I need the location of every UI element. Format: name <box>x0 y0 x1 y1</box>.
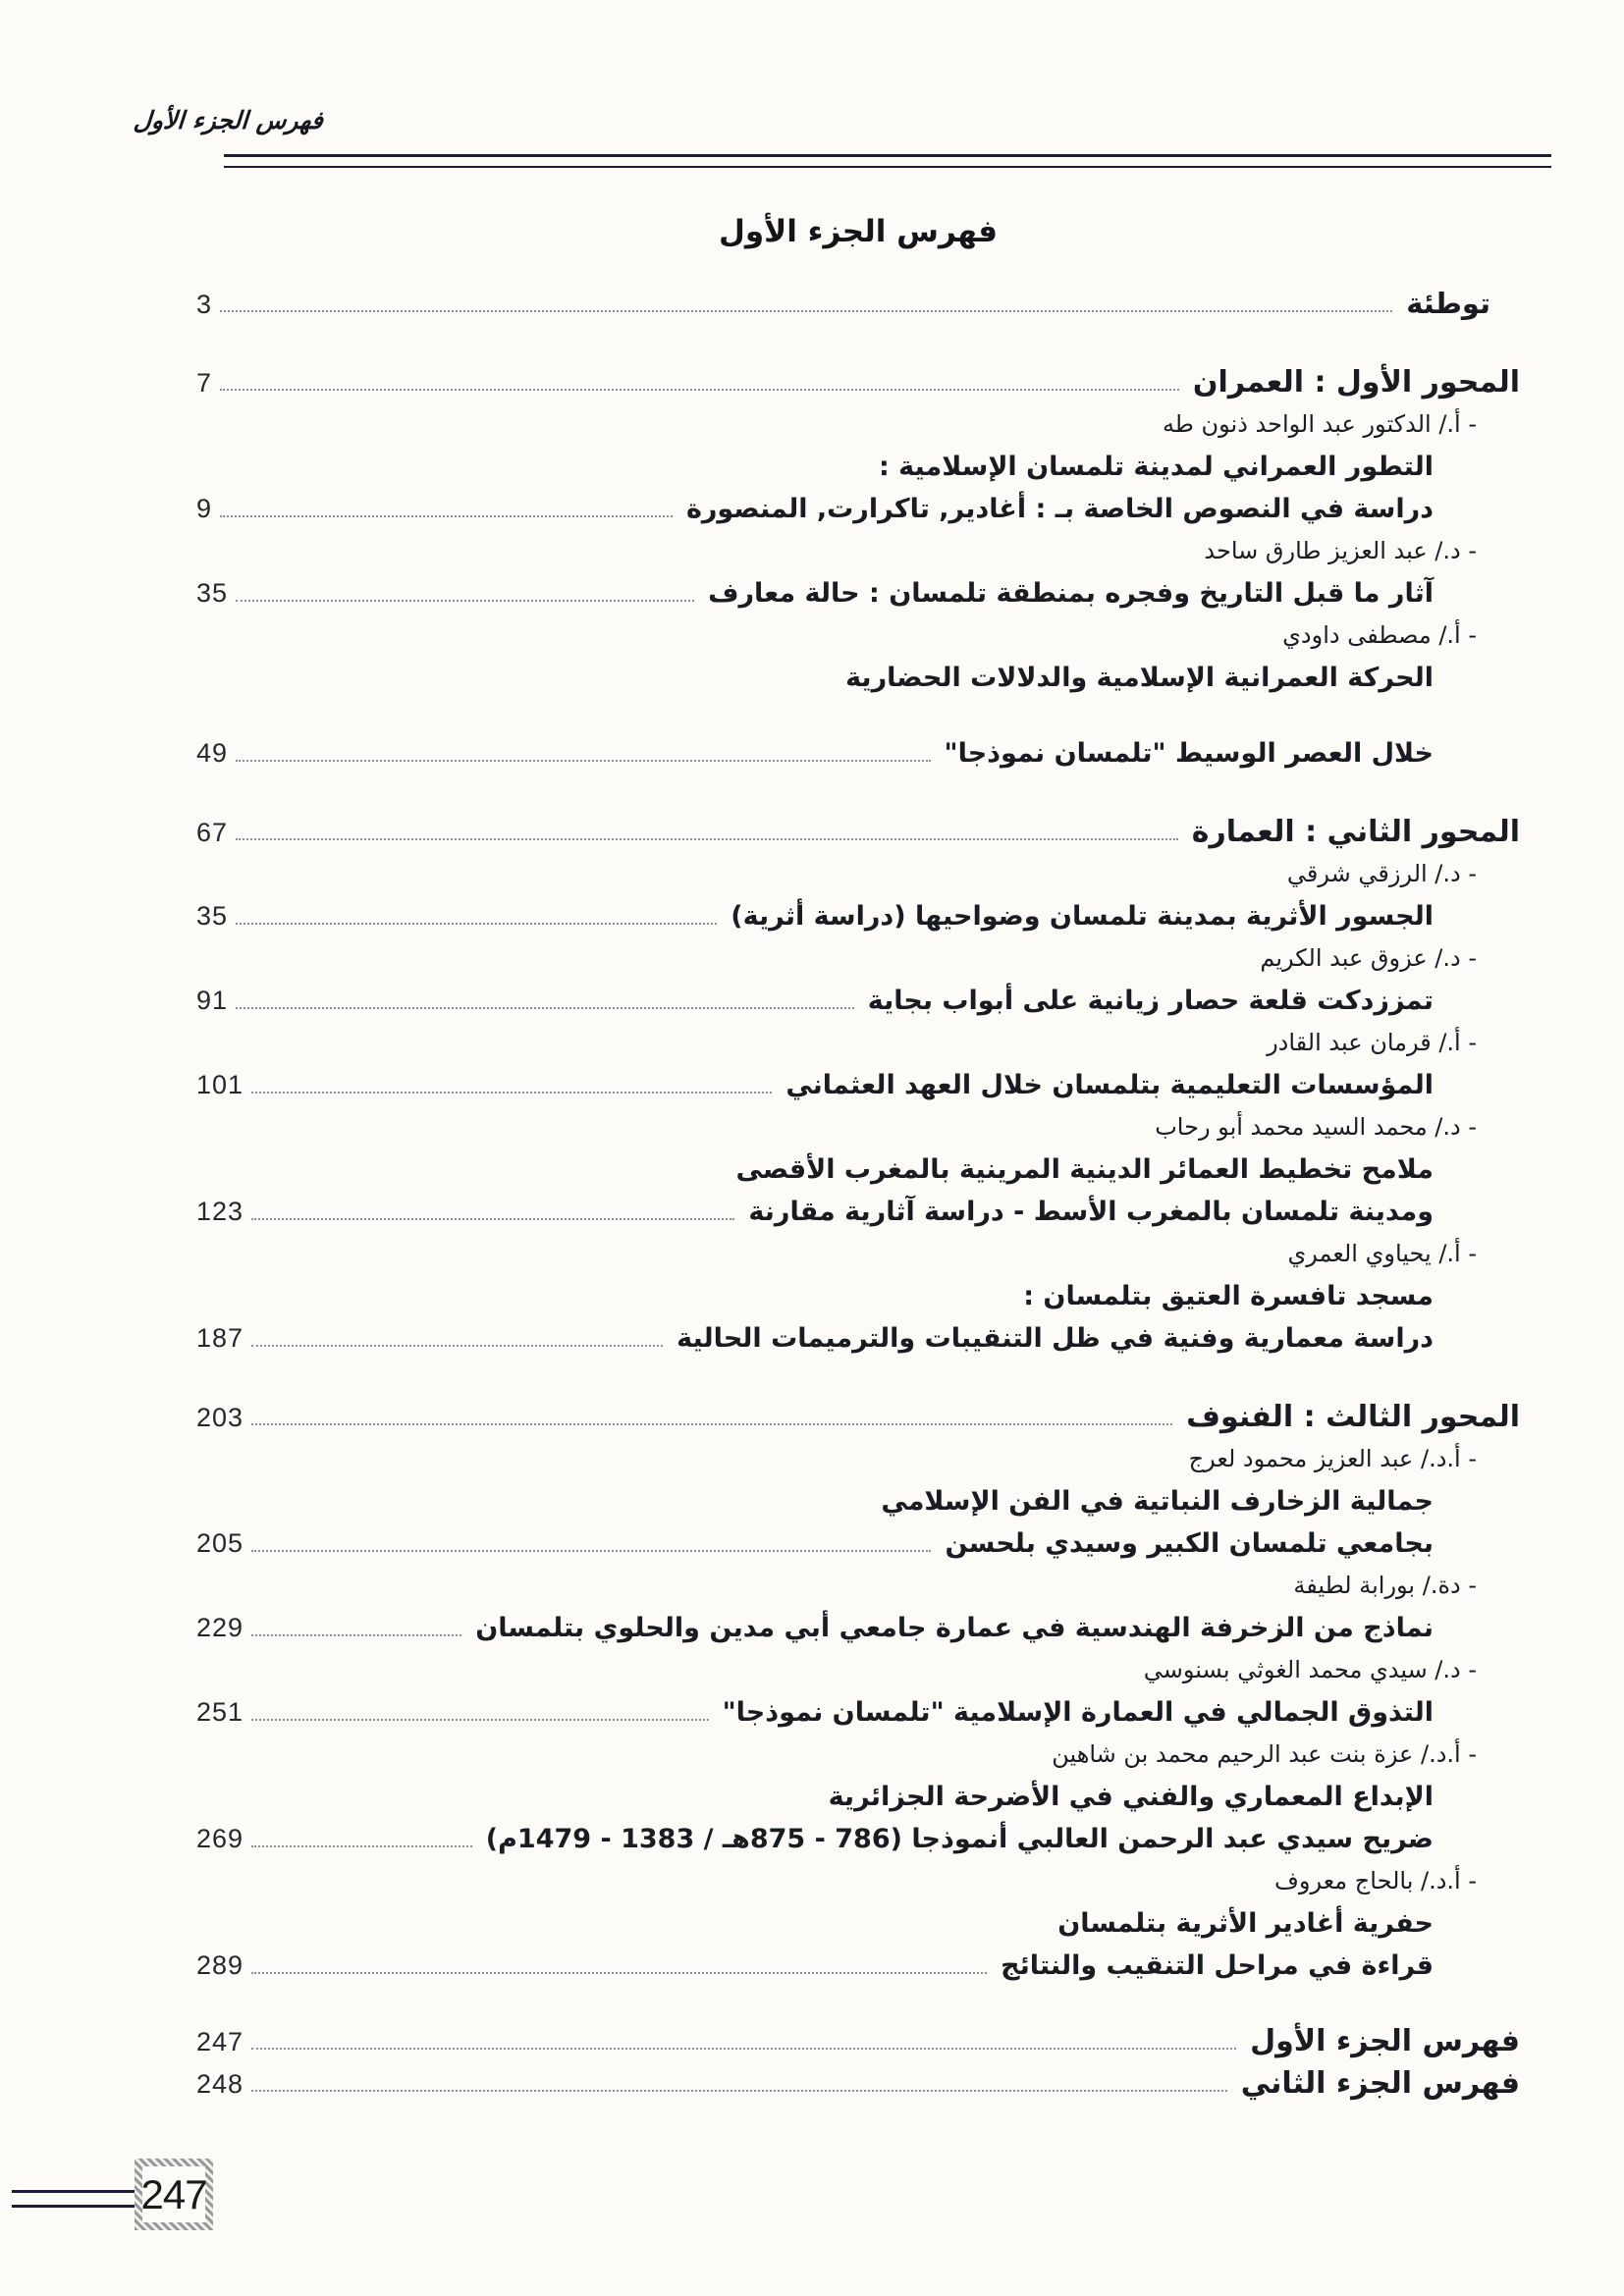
dot-leader <box>251 1345 663 1347</box>
toc-page-number: 35 <box>196 901 229 931</box>
toc-row <box>196 488 1520 530</box>
toc-row <box>196 2062 1520 2105</box>
toc-row <box>196 895 1520 937</box>
dot-leader <box>220 389 1179 391</box>
toc-row <box>196 937 1520 980</box>
toc-entry-text: - أ./ قرمان عبد القادر <box>1267 1029 1477 1056</box>
toc-page-number: 49 <box>196 738 229 768</box>
toc-entry-text: آثار ما قبل التاريخ وفجره بمنطقة تلمسان : حالة معارف <box>708 578 1434 609</box>
toc-page-number: 101 <box>196 1070 244 1099</box>
toc-page-number: 269 <box>196 1824 244 1853</box>
dot-leader <box>251 1845 472 1847</box>
toc-page-number: 35 <box>196 578 229 608</box>
toc-page-number: 91 <box>196 986 229 1015</box>
dot-leader <box>251 2048 1236 2050</box>
dot-leader <box>251 1423 1172 1425</box>
dot-leader <box>236 923 717 925</box>
toc-row <box>196 1565 1520 1607</box>
toc-entry-text: - د./ سيدي محمد الغوثي بسنوسي <box>1143 1656 1477 1683</box>
toc-entry-text: المحور الثاني : العمارة <box>1191 815 1520 849</box>
toc-entry-text: المحور الثالث : الفنوف <box>1186 1400 1520 1434</box>
toc-entry-text: المحور الأول : العمران <box>1192 365 1520 400</box>
toc-row <box>196 1776 1520 1818</box>
toc-entry-text: - دة./ بورابة لطيفة <box>1293 1572 1477 1599</box>
toc-entry-text: التذوق الجمالي في العمارة الإسلامية "تلمسان نموذجا" <box>722 1697 1434 1728</box>
toc-page-number: 3 <box>196 290 213 319</box>
toc-row <box>196 1649 1520 1691</box>
toc-row <box>196 853 1520 895</box>
dot-leader <box>236 760 930 762</box>
toc-entry-text: ضريح سيدي عبد الرحمن العالبي أنموذجا (786 - 875هـ / 1383 - 1479م) <box>485 1824 1434 1854</box>
toc-row <box>196 572 1520 614</box>
running-head-title: فهرس الجزء الأول <box>132 106 324 134</box>
toc-row <box>196 283 1520 325</box>
toc-row <box>196 1734 1520 1776</box>
dot-leader <box>236 838 1178 840</box>
toc-entry-text: - أ.د./ عزة بنت عبد الرحيم محمد بن شاهين <box>1052 1740 1477 1768</box>
toc-row <box>196 1106 1520 1148</box>
dot-leader <box>220 310 1392 312</box>
toc-row <box>196 1191 1520 1233</box>
dot-leader <box>251 2090 1227 2092</box>
toc-row <box>196 1317 1520 1360</box>
folio-page-number: 247 <box>140 2170 207 2217</box>
toc-entry-text: - أ./ الدكتور عبد الواحد ذنون طه <box>1162 410 1477 438</box>
toc-entry-text: حفرية أغادير الأثرية بتلمسان <box>1057 1908 1434 1939</box>
dot-leader <box>251 1634 461 1636</box>
toc-entry-text: ومدينة تلمسان بالمغرب الأسط - دراسة آثارية مقارنة <box>748 1197 1434 1227</box>
toc-list <box>196 283 1520 2105</box>
toc-row <box>196 1607 1520 1649</box>
toc-entry-text: - أ./ مصطفى داودي <box>1282 621 1477 649</box>
toc-entry-text: دراسة في النصوص الخاصة بـ : أغادير, تاكرارت, المنصورة <box>685 494 1434 524</box>
toc-entry-text: دراسة معمارية وفنية في ظل التنقيبات والترميمات الحالية <box>677 1323 1434 1354</box>
toc-page-number: 251 <box>196 1697 244 1727</box>
footer-rule <box>12 2190 135 2208</box>
toc-page-number: 248 <box>196 2069 244 2099</box>
toc-row <box>196 1022 1520 1064</box>
dot-leader <box>236 1007 854 1009</box>
dot-leader <box>220 515 673 517</box>
dot-leader <box>251 1092 772 1094</box>
folio-box <box>135 2159 213 2230</box>
toc-row <box>196 1275 1520 1317</box>
toc-row <box>196 1818 1520 1860</box>
toc-entry-text: خلال العصر الوسيط "تلمسان نموذجا" <box>944 738 1434 769</box>
dot-leader <box>251 1218 734 1220</box>
toc-row <box>196 1860 1520 1902</box>
toc-row <box>196 980 1520 1022</box>
toc-entry-text: المؤسسات التعليمية بتلمسان خلال العهد العثماني <box>785 1070 1434 1100</box>
toc-entry-text: - د./ الرزقي شرقي <box>1286 860 1477 887</box>
toc-row <box>196 1396 1520 1438</box>
toc-row <box>196 1691 1520 1734</box>
toc-page-number: 7 <box>196 368 213 398</box>
toc-entry-text: - أ.د./ عبد العزيز محمود لعرج <box>1188 1445 1477 1472</box>
toc-page-number: 9 <box>196 494 213 523</box>
toc-page-number: 67 <box>196 818 229 847</box>
toc-row <box>196 1522 1520 1565</box>
toc-row <box>196 1438 1520 1480</box>
toc-page-number: 205 <box>196 1528 244 1558</box>
dot-leader <box>251 1972 987 1974</box>
dot-leader <box>251 1550 931 1552</box>
toc-row <box>196 1064 1520 1106</box>
folio-box-inner <box>142 2166 205 2222</box>
toc-row <box>196 1902 1520 1945</box>
toc-entry-text: جمالية الزخارف النباتية في الفن الإسلامي <box>881 1486 1434 1517</box>
toc-entry-text: ملامح تخطيط العمائر الدينية المرينية بالمغرب الأقصى <box>735 1154 1434 1185</box>
toc-row <box>196 657 1520 699</box>
dot-leader <box>251 1719 709 1721</box>
toc-row <box>196 530 1520 572</box>
toc-entry-text: - أ./ يحياوي العمري <box>1287 1240 1477 1267</box>
toc-row <box>196 1148 1520 1191</box>
toc-page-number: 229 <box>196 1613 244 1642</box>
toc-content <box>196 214 1520 2105</box>
toc-entry-text: فهرس الجزء الثاني <box>1240 2066 1520 2101</box>
toc-entry-text: الإبداع المعماري والفني في الأضرحة الجزائرية <box>828 1782 1434 1812</box>
toc-entry-text: مسجد تافسرة العتيق بتلمسان : <box>1023 1281 1434 1311</box>
toc-entry-text: - د./ محمد السيد محمد أبو رحاب <box>1155 1113 1477 1141</box>
toc-page-number: 187 <box>196 1323 244 1353</box>
toc-row <box>196 446 1520 488</box>
toc-entry-text: تمززدكت قلعة حصار زيانية على أبواب بجاية <box>867 986 1434 1016</box>
toc-page-number: 247 <box>196 2027 244 2056</box>
toc-row <box>196 614 1520 657</box>
toc-entry-text: توطئة <box>1406 287 1490 320</box>
toc-row <box>196 732 1520 774</box>
toc-row <box>196 1480 1520 1522</box>
toc-page-number: 203 <box>196 1403 244 1432</box>
toc-row <box>196 1945 1520 1987</box>
toc-page-number: 123 <box>196 1197 244 1226</box>
toc-row <box>196 811 1520 853</box>
toc-entry-text: فهرس الجزء الأول <box>1250 2024 1520 2058</box>
dot-leader <box>236 600 694 602</box>
toc-row <box>196 403 1520 446</box>
toc-row <box>196 1233 1520 1275</box>
toc-entry-text: الجسور الأثرية بمدينة تلمسان وضواحيها (دراسة أثرية) <box>731 901 1434 932</box>
toc-entry-text: نماذج من الزخرفة الهندسية في عمارة جامعي أبي مدين والحلوي بتلمسان <box>475 1613 1434 1643</box>
header-rule <box>224 154 1551 168</box>
toc-entry-text: قراءة في مراحل التنقيب والنتائج <box>1001 1950 1434 1981</box>
toc-entry-text: - أ.د./ بالحاج معروف <box>1274 1867 1477 1895</box>
toc-entry-text: - د./ عبد العزيز طارق ساحد <box>1204 537 1477 564</box>
page-title: فهرس الجزء الأول <box>718 214 999 249</box>
toc-entry-text: بجامعي تلمسان الكبير وسيدي بلحسن <box>945 1528 1434 1559</box>
toc-row <box>196 361 1520 403</box>
toc-entry-text: الحركة العمرانية الإسلامية والدلالات الحضارية <box>845 663 1434 693</box>
toc-entry-text: - د./ عزوق عبد الكريم <box>1260 944 1477 972</box>
toc-page-number: 289 <box>196 1950 244 1980</box>
toc-entry-text: التطور العمراني لمدينة تلمسان الإسلامية : <box>878 452 1434 482</box>
toc-row <box>196 2020 1520 2062</box>
